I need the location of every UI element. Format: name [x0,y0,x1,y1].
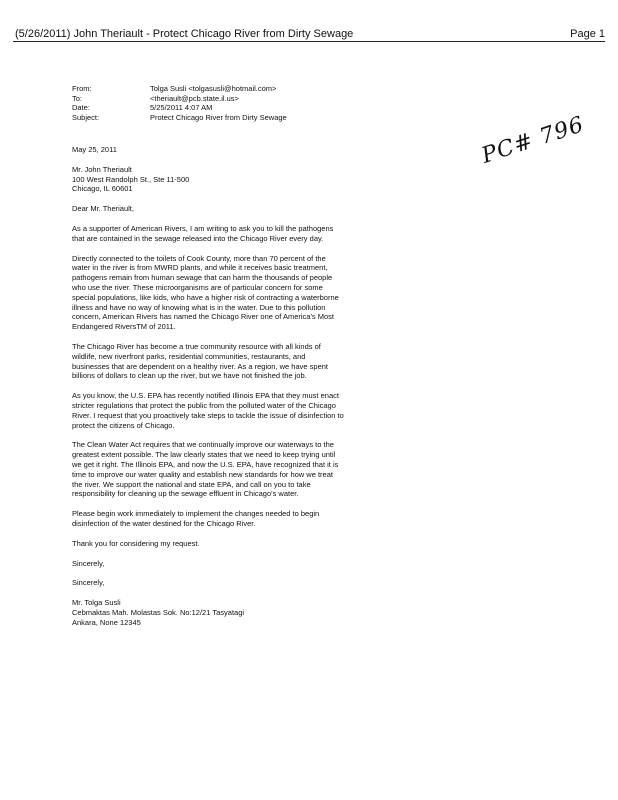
email-header [13,26,605,42]
letter-date: May 25, 2011 [72,145,117,154]
paragraph: The Chicago River has become a true community resource with all kinds of wildlife, new riverfront parks, residential communities, restaurants, and businesses that are dependent on a healthy river. As a region, we have spent billions of dollars to clean up the river, but we have not finished the job. [72,341,329,381]
meta-value: Protect Chicago River from Dirty Sewage [150,112,287,122]
meta-label: Subject: [72,112,100,122]
paragraph: The Clean Water Act requires that we continually improve our waterways to the greatest extent possible. The law clearly states that we need to keep trying until we get it right. The Illinois EPA, and now the U.S. EPA, have recognized that it is time to improve our water quality and establish new standards for how we treat the river. We support the national and state EPA, and call on you to take responsibility for cleaning up the sewage effluent in Chicago's water. [72,440,339,499]
email-meta [72,84,287,122]
letter-body [72,145,344,637]
meta-value: Tolga Susli <tolgasusli@hotmail.com> [150,84,277,93]
paragraph: As a supporter of American Rivers, I am writing to ask you to kill the pathogens that are contained in the sewage released into the Chicago River every day. [72,223,334,243]
handwritten-annotation: PC# 796 [478,112,588,169]
header-rule [13,41,605,42]
meta-label: To: [72,93,83,103]
meta-label: Date: [72,103,90,112]
meta-subject [72,113,287,123]
closing: Sincerely, [72,558,105,568]
closing: Sincerely, [72,578,105,588]
header-title: (5/26/2011) John Theriault - Protect Chicago River from Dirty Sewage [15,28,354,40]
meta-to [72,94,287,104]
recipient-address: Mr. John Theriault 100 West Randolph St., Ste 11-500 Chicago, IL 60601 [72,164,190,194]
meta-label: From: [72,84,92,93]
paragraph: As you know, the U.S. EPA has recently notified Illinois EPA that they must enact stricter regulations that protect the public from the polluted water of the Chicago River. I request that you proactively take steps to tackle the issue of disinfection to protect the citizens of Chicago. [72,391,344,430]
signature-block: Mr. Tolga Susli Cebmaktas Mah. Molastas Sok. No:12/21 Tasyatagi Ankara, None 12345 [72,598,245,627]
page-number: Page 1 [570,28,605,40]
paragraph: Directly connected to the toilets of Cook County, more than 70 percent of the water in the river is from MWRD plants, and while it receives basic treatment, pathogens remain from human sewage that can harm the thousands of people who use the river. These microorganisms are of particular concern for some special populations, like kids, who have a higher risk of contracting a waterborne illness and have no way of knowing what is in the water. Due to this pollution concern, American Rivers has named the Chicago River one of America's Most Endangered RiversTM of 2011. [72,253,339,332]
paragraph: Please begin work immediately to implement the changes needed to begin disinfection of the water destined for the Chicago River. [72,509,320,528]
meta-value: 5/25/2011 4:07 AM [150,103,213,112]
meta-date [72,103,287,113]
paragraph: Thank you for considering my request. [72,538,200,548]
meta-value: <theriault@pcb.state.il.us> [150,93,239,103]
salutation: Dear Mr. Theriault, [72,204,134,214]
meta-from [72,84,287,94]
